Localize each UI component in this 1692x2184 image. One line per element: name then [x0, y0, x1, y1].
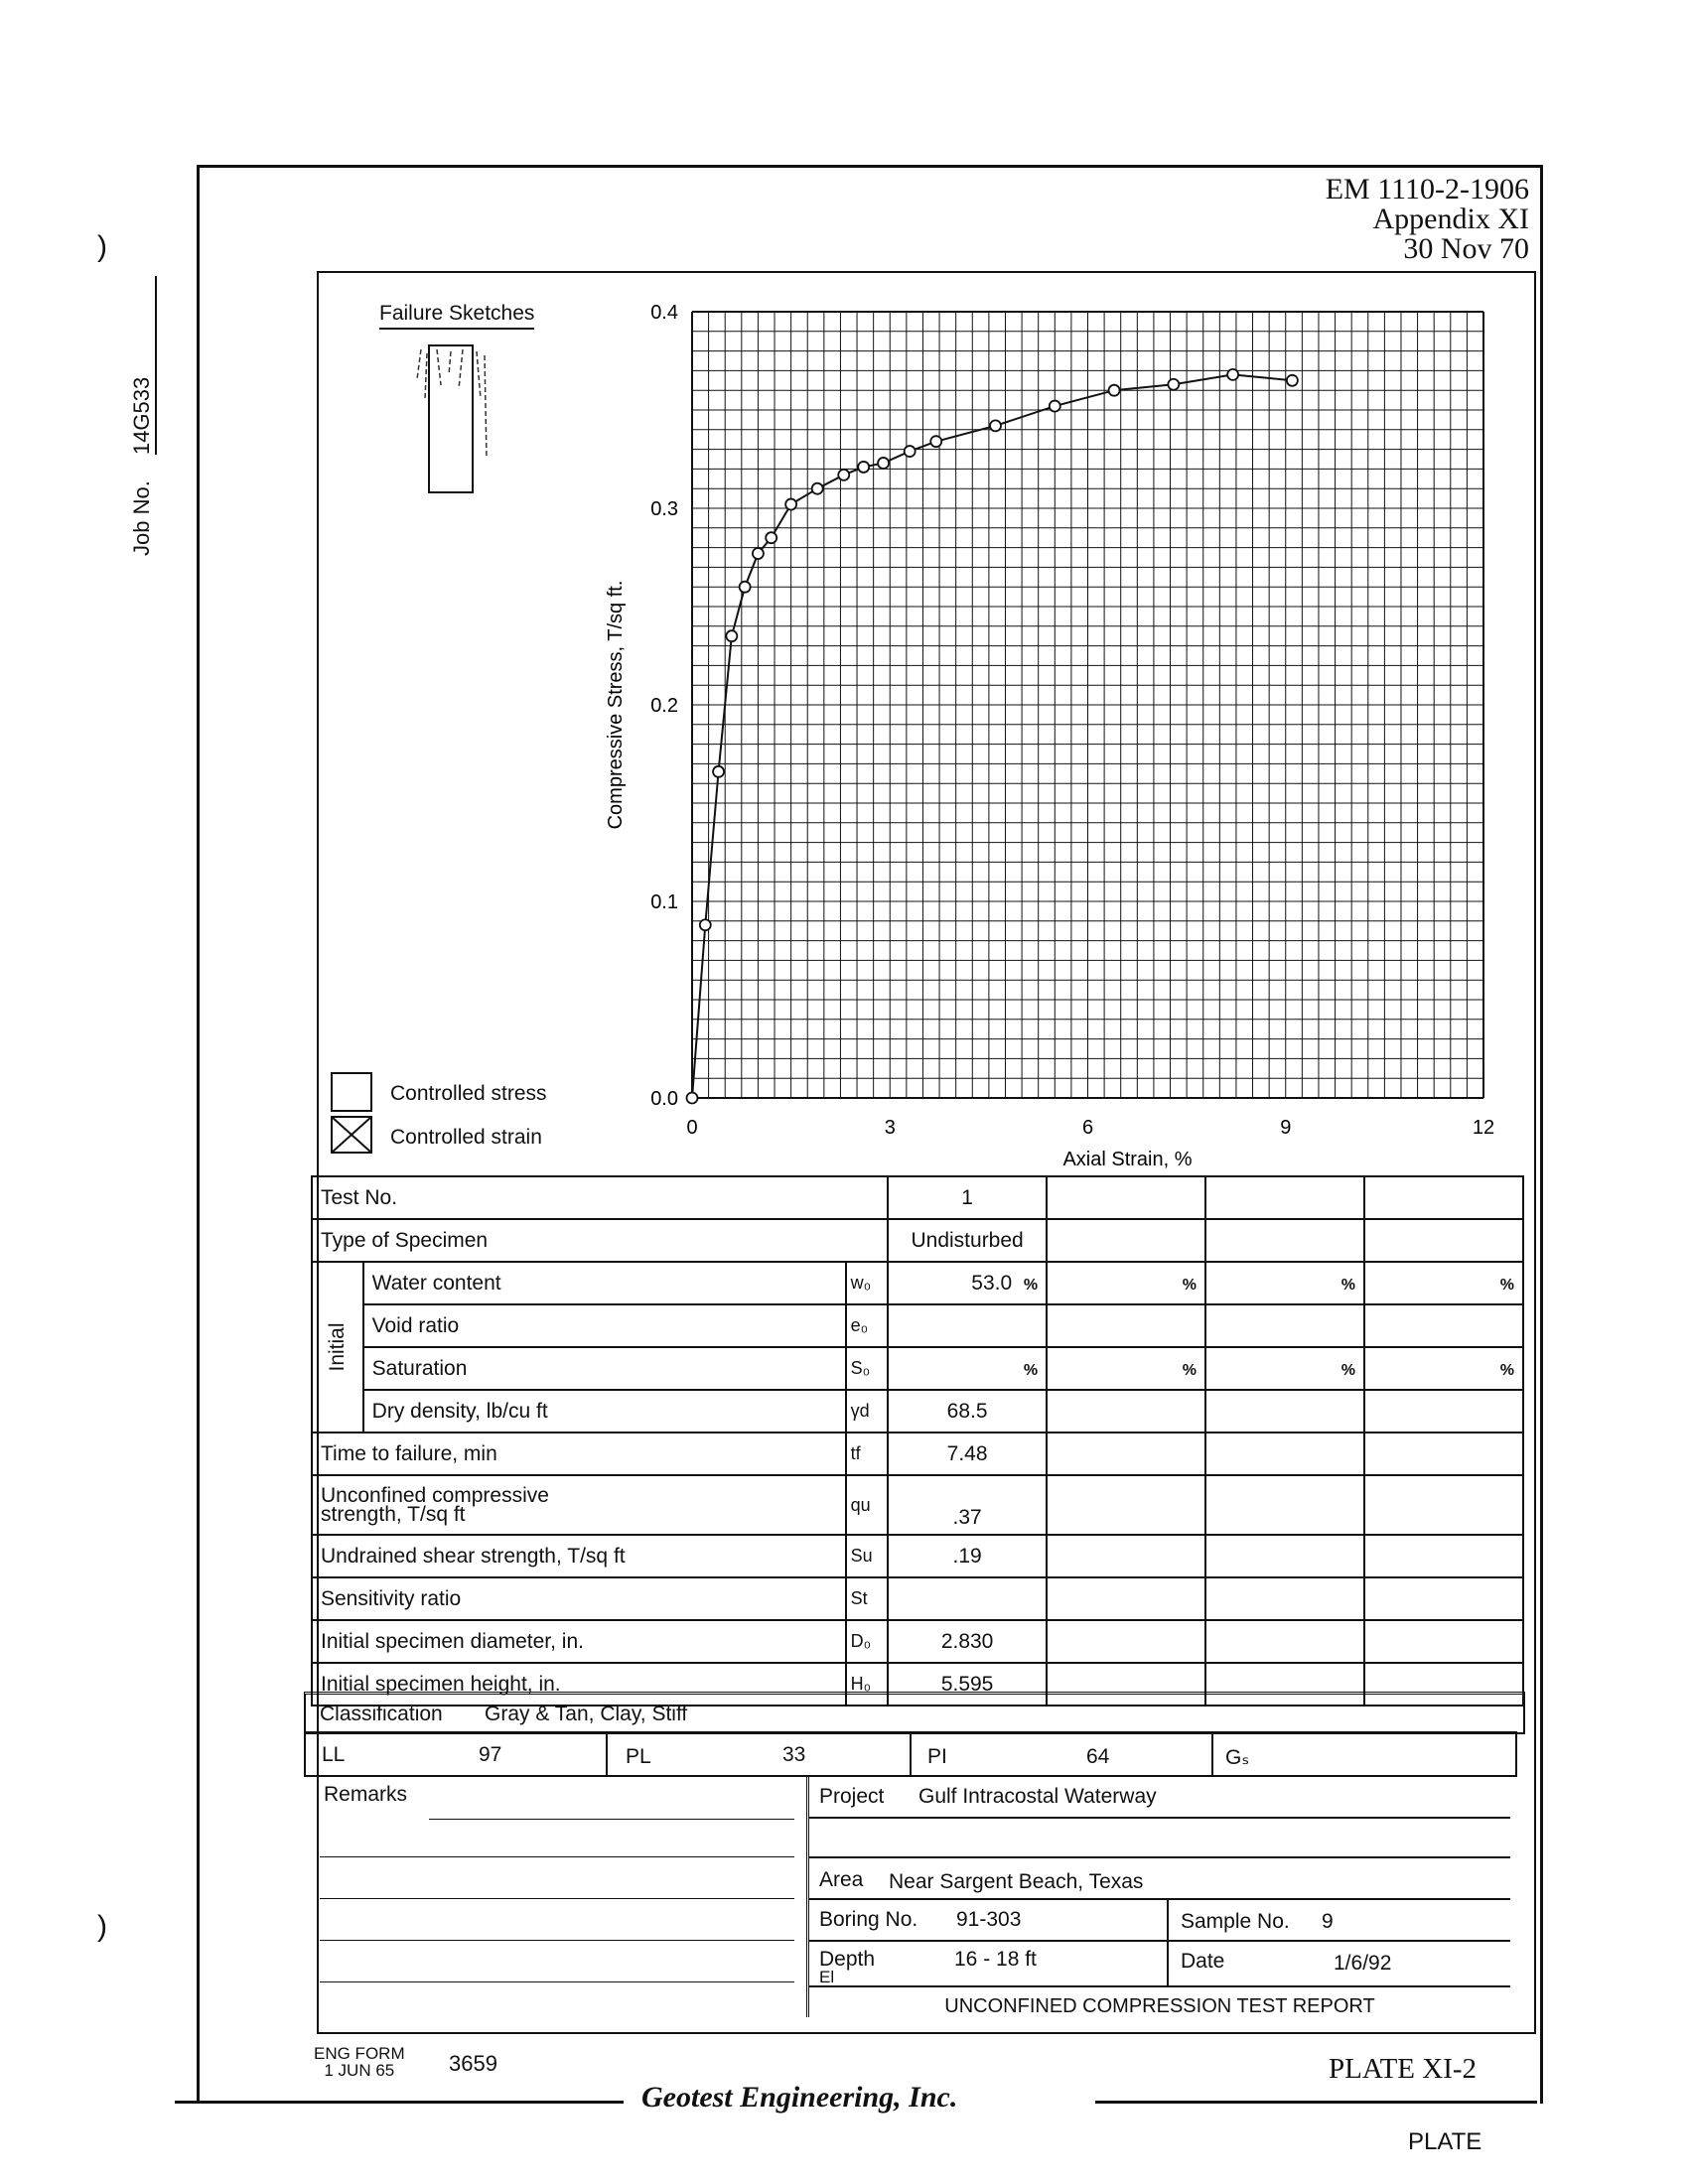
ll-value: 97 [479, 1743, 502, 1766]
y-tick-label: 0.2 [650, 695, 678, 717]
failure-sketch-icon [407, 340, 496, 498]
time-2 [1047, 1433, 1205, 1475]
void-2 [1047, 1304, 1205, 1347]
x-axis-label: Axial Strain, % [1062, 1149, 1193, 1170]
diameter-2 [1047, 1620, 1205, 1663]
boring-row [809, 1900, 1510, 1942]
stress-label: Controlled stress [390, 1082, 547, 1105]
water-label: Water content [363, 1262, 846, 1304]
y-tick-label: 0.1 [650, 891, 678, 913]
boring-label: Boring No. [819, 1908, 918, 1931]
diameter-symbol: D₀ [846, 1620, 889, 1663]
classification-label: Classification [320, 1703, 443, 1725]
water-3: % [1205, 1262, 1364, 1304]
water-symbol: w₀ [846, 1262, 889, 1304]
sensitivity-symbol: St [846, 1577, 889, 1620]
specimen-4 [1364, 1219, 1523, 1262]
strain-label: Controlled strain [390, 1126, 542, 1149]
job-number: 14G533 [129, 276, 157, 455]
stress-strain-curve [692, 374, 1292, 1098]
project-label: Project [819, 1785, 885, 1808]
pl-value: 33 [782, 1743, 806, 1766]
data-point [905, 446, 916, 457]
y-axis-label: Compressive Stress, T/sq ft. [605, 580, 627, 830]
diameter-4 [1364, 1620, 1523, 1663]
report-title: UNCONFINED COMPRESSION TEST REPORT [944, 1995, 1375, 2017]
data-point [1050, 401, 1060, 412]
depth-label: Depth [819, 1948, 876, 1971]
plate-bottom-label: PLATE [1408, 2128, 1482, 2155]
void-symbol: e₀ [846, 1304, 889, 1347]
x-tick-label: 9 [1280, 1117, 1292, 1139]
row-saturation [312, 1347, 1523, 1390]
pl-label: PL [626, 1745, 651, 1768]
gs-label: Gₛ [1225, 1746, 1250, 1769]
row-time [312, 1433, 1523, 1475]
time-symbol: tf [846, 1433, 889, 1475]
limits-divider-3 [1211, 1733, 1213, 1775]
limits-divider-2 [910, 1733, 912, 1775]
eng-form-label: ENG FORM 1 JUN 65 [314, 2044, 405, 2080]
x-tick-label: 0 [686, 1117, 698, 1139]
dry-density-symbol: γd [846, 1390, 889, 1433]
specimen-label: Type of Specimen [312, 1219, 888, 1262]
saturation-symbol: S₀ [846, 1347, 889, 1390]
company-name: Geotest Engineering, Inc. [641, 2081, 958, 2114]
depth-value: 16 - 18 ft [954, 1948, 1037, 1971]
project-blank-row [809, 1817, 1510, 1858]
sensitivity-2 [1047, 1577, 1205, 1620]
classification-value: Gray & Tan, Clay, Stiff [485, 1703, 688, 1725]
x-tick-label: 6 [1081, 1117, 1094, 1139]
row-void [312, 1304, 1523, 1347]
void-1 [888, 1304, 1047, 1347]
data-point [1287, 375, 1298, 386]
qu-4 [1364, 1475, 1523, 1535]
sample-label: Sample No. [1181, 1910, 1290, 1933]
project-row [809, 1777, 1510, 1819]
qu-2 [1047, 1475, 1205, 1535]
row-qu [312, 1475, 1523, 1535]
sample-value: 9 [1322, 1910, 1334, 1933]
row-su [312, 1535, 1523, 1577]
margin-mark-top: ) [97, 230, 107, 263]
date-label: Date [1181, 1950, 1225, 1973]
test-no-1: 1 [888, 1176, 1047, 1219]
dry-density-4 [1364, 1390, 1523, 1433]
dry-density-2 [1047, 1390, 1205, 1433]
x-tick-label: 12 [1472, 1117, 1495, 1139]
test-no-label: Test No. [312, 1176, 888, 1219]
y-tick-label: 0.3 [650, 498, 678, 520]
data-point [1168, 379, 1179, 390]
qu-symbol: qu [846, 1475, 889, 1535]
classification-row [304, 1692, 1525, 1734]
area-label: Area [819, 1868, 864, 1891]
data-point [1109, 385, 1120, 396]
initial-group-label: Initial [312, 1262, 363, 1433]
height-label: Initial specimen height, in. [312, 1663, 846, 1706]
sensitivity-label: Sensitivity ratio [312, 1577, 846, 1620]
data-point [930, 436, 941, 447]
saturation-1: % [888, 1347, 1047, 1390]
su-3 [1205, 1535, 1364, 1577]
time-1: 7.48 [888, 1433, 1047, 1475]
specimen-2 [1047, 1219, 1205, 1262]
limits-divider-1 [606, 1733, 608, 1775]
test-no-4 [1364, 1176, 1523, 1219]
area-row [809, 1858, 1510, 1900]
qu-3 [1205, 1475, 1364, 1535]
specimen-3 [1205, 1219, 1364, 1262]
saturation-2: % [1047, 1347, 1205, 1390]
data-point [858, 462, 869, 473]
margin-mark-bottom: ) [97, 1910, 107, 1943]
sensitivity-3 [1205, 1577, 1364, 1620]
diameter-3 [1205, 1620, 1364, 1663]
time-3 [1205, 1433, 1364, 1475]
saturation-label: Saturation [363, 1347, 846, 1390]
diameter-label: Initial specimen diameter, in. [312, 1620, 846, 1663]
header-appendix: Appendix XI [1372, 203, 1529, 235]
dry-density-label: Dry density, lb/cu ft [363, 1390, 846, 1433]
y-tick-label: 0.0 [650, 1088, 678, 1110]
frame-bottom-left [175, 2101, 624, 2104]
diameter-1: 2.830 [888, 1620, 1047, 1663]
row-specimen [312, 1219, 1523, 1262]
header-date: 30 Nov 70 [1403, 232, 1529, 265]
water-4: % [1364, 1262, 1523, 1304]
job-label: Job No. [129, 480, 154, 556]
time-label: Time to failure, min [312, 1433, 846, 1475]
job-number-block [129, 238, 157, 556]
void-label: Void ratio [363, 1304, 846, 1347]
dry-density-1: 68.5 [888, 1390, 1047, 1433]
y-tick-label: 0.4 [650, 302, 678, 324]
document-header [1172, 175, 1529, 264]
su-label: Undrained shear strength, T/sq ft [312, 1535, 846, 1577]
water-2: % [1047, 1262, 1205, 1304]
remarks-label: Remarks [324, 1783, 408, 1806]
area-value: Near Sargent Beach, Texas [889, 1870, 1144, 1893]
row-diameter [312, 1620, 1523, 1663]
qu-1: .37 [888, 1475, 1047, 1535]
dry-density-3 [1205, 1390, 1364, 1433]
test-data-table [311, 1175, 1524, 1706]
row-sensitivity [312, 1577, 1523, 1620]
row-water [312, 1262, 1523, 1304]
data-point [812, 483, 823, 494]
date-value: 1/6/92 [1334, 1952, 1392, 1975]
project-box [806, 1777, 1512, 2017]
data-point [726, 630, 737, 641]
saturation-4: % [1364, 1347, 1523, 1390]
void-3 [1205, 1304, 1364, 1347]
data-point [687, 1093, 698, 1104]
plate-label: PLATE XI-2 [1329, 2053, 1478, 2085]
data-point [878, 458, 889, 469]
time-4 [1364, 1433, 1523, 1475]
row-dry-density [312, 1390, 1523, 1433]
pi-value: 64 [1086, 1745, 1110, 1768]
header-em: EM 1110-2-1906 [1325, 173, 1529, 205]
su-symbol: Su [846, 1535, 889, 1577]
project-value: Gulf Intracostal Waterway [918, 1785, 1157, 1808]
qu-label: Unconfined compressive strength, T/sq ft [312, 1475, 846, 1535]
limits-row [304, 1731, 1517, 1777]
data-point [990, 420, 1001, 431]
water-1: 53.0 % [888, 1262, 1047, 1304]
stress-checkbox [331, 1072, 372, 1112]
eng-form-number: 3659 [449, 2051, 497, 2076]
su-1: .19 [888, 1535, 1047, 1577]
height-1: 5.595 [888, 1663, 1047, 1706]
specimen-1: Undisturbed [888, 1219, 1047, 1262]
x-tick-label: 3 [884, 1117, 896, 1139]
el-label: El [819, 1968, 835, 1986]
su-2 [1047, 1535, 1205, 1577]
boring-value: 91-303 [956, 1908, 1022, 1931]
test-no-2 [1047, 1176, 1205, 1219]
strain-checkbox-checked [331, 1116, 372, 1154]
saturation-3: % [1205, 1347, 1364, 1390]
void-4 [1364, 1304, 1523, 1347]
data-point [700, 919, 711, 930]
data-point [838, 470, 849, 480]
su-4 [1364, 1535, 1523, 1577]
ll-label: LL [322, 1743, 346, 1766]
data-point [740, 582, 751, 593]
test-no-3 [1205, 1176, 1364, 1219]
data-point [1227, 369, 1238, 380]
data-point [766, 532, 776, 543]
data-point [753, 548, 764, 559]
failure-sketches-title: Failure Sketches [379, 302, 534, 330]
depth-row [809, 1942, 1510, 1987]
height-symbol: H₀ [846, 1663, 889, 1706]
row-test-no [312, 1176, 1523, 1219]
data-point [785, 499, 796, 510]
stress-strain-chart [556, 278, 1519, 1191]
sensitivity-4 [1364, 1577, 1523, 1620]
pi-label: PI [927, 1745, 947, 1768]
data-point [713, 766, 724, 777]
sensitivity-1 [888, 1577, 1047, 1620]
remarks-lines [320, 1773, 804, 2011]
frame-bottom-right [1095, 2101, 1537, 2104]
